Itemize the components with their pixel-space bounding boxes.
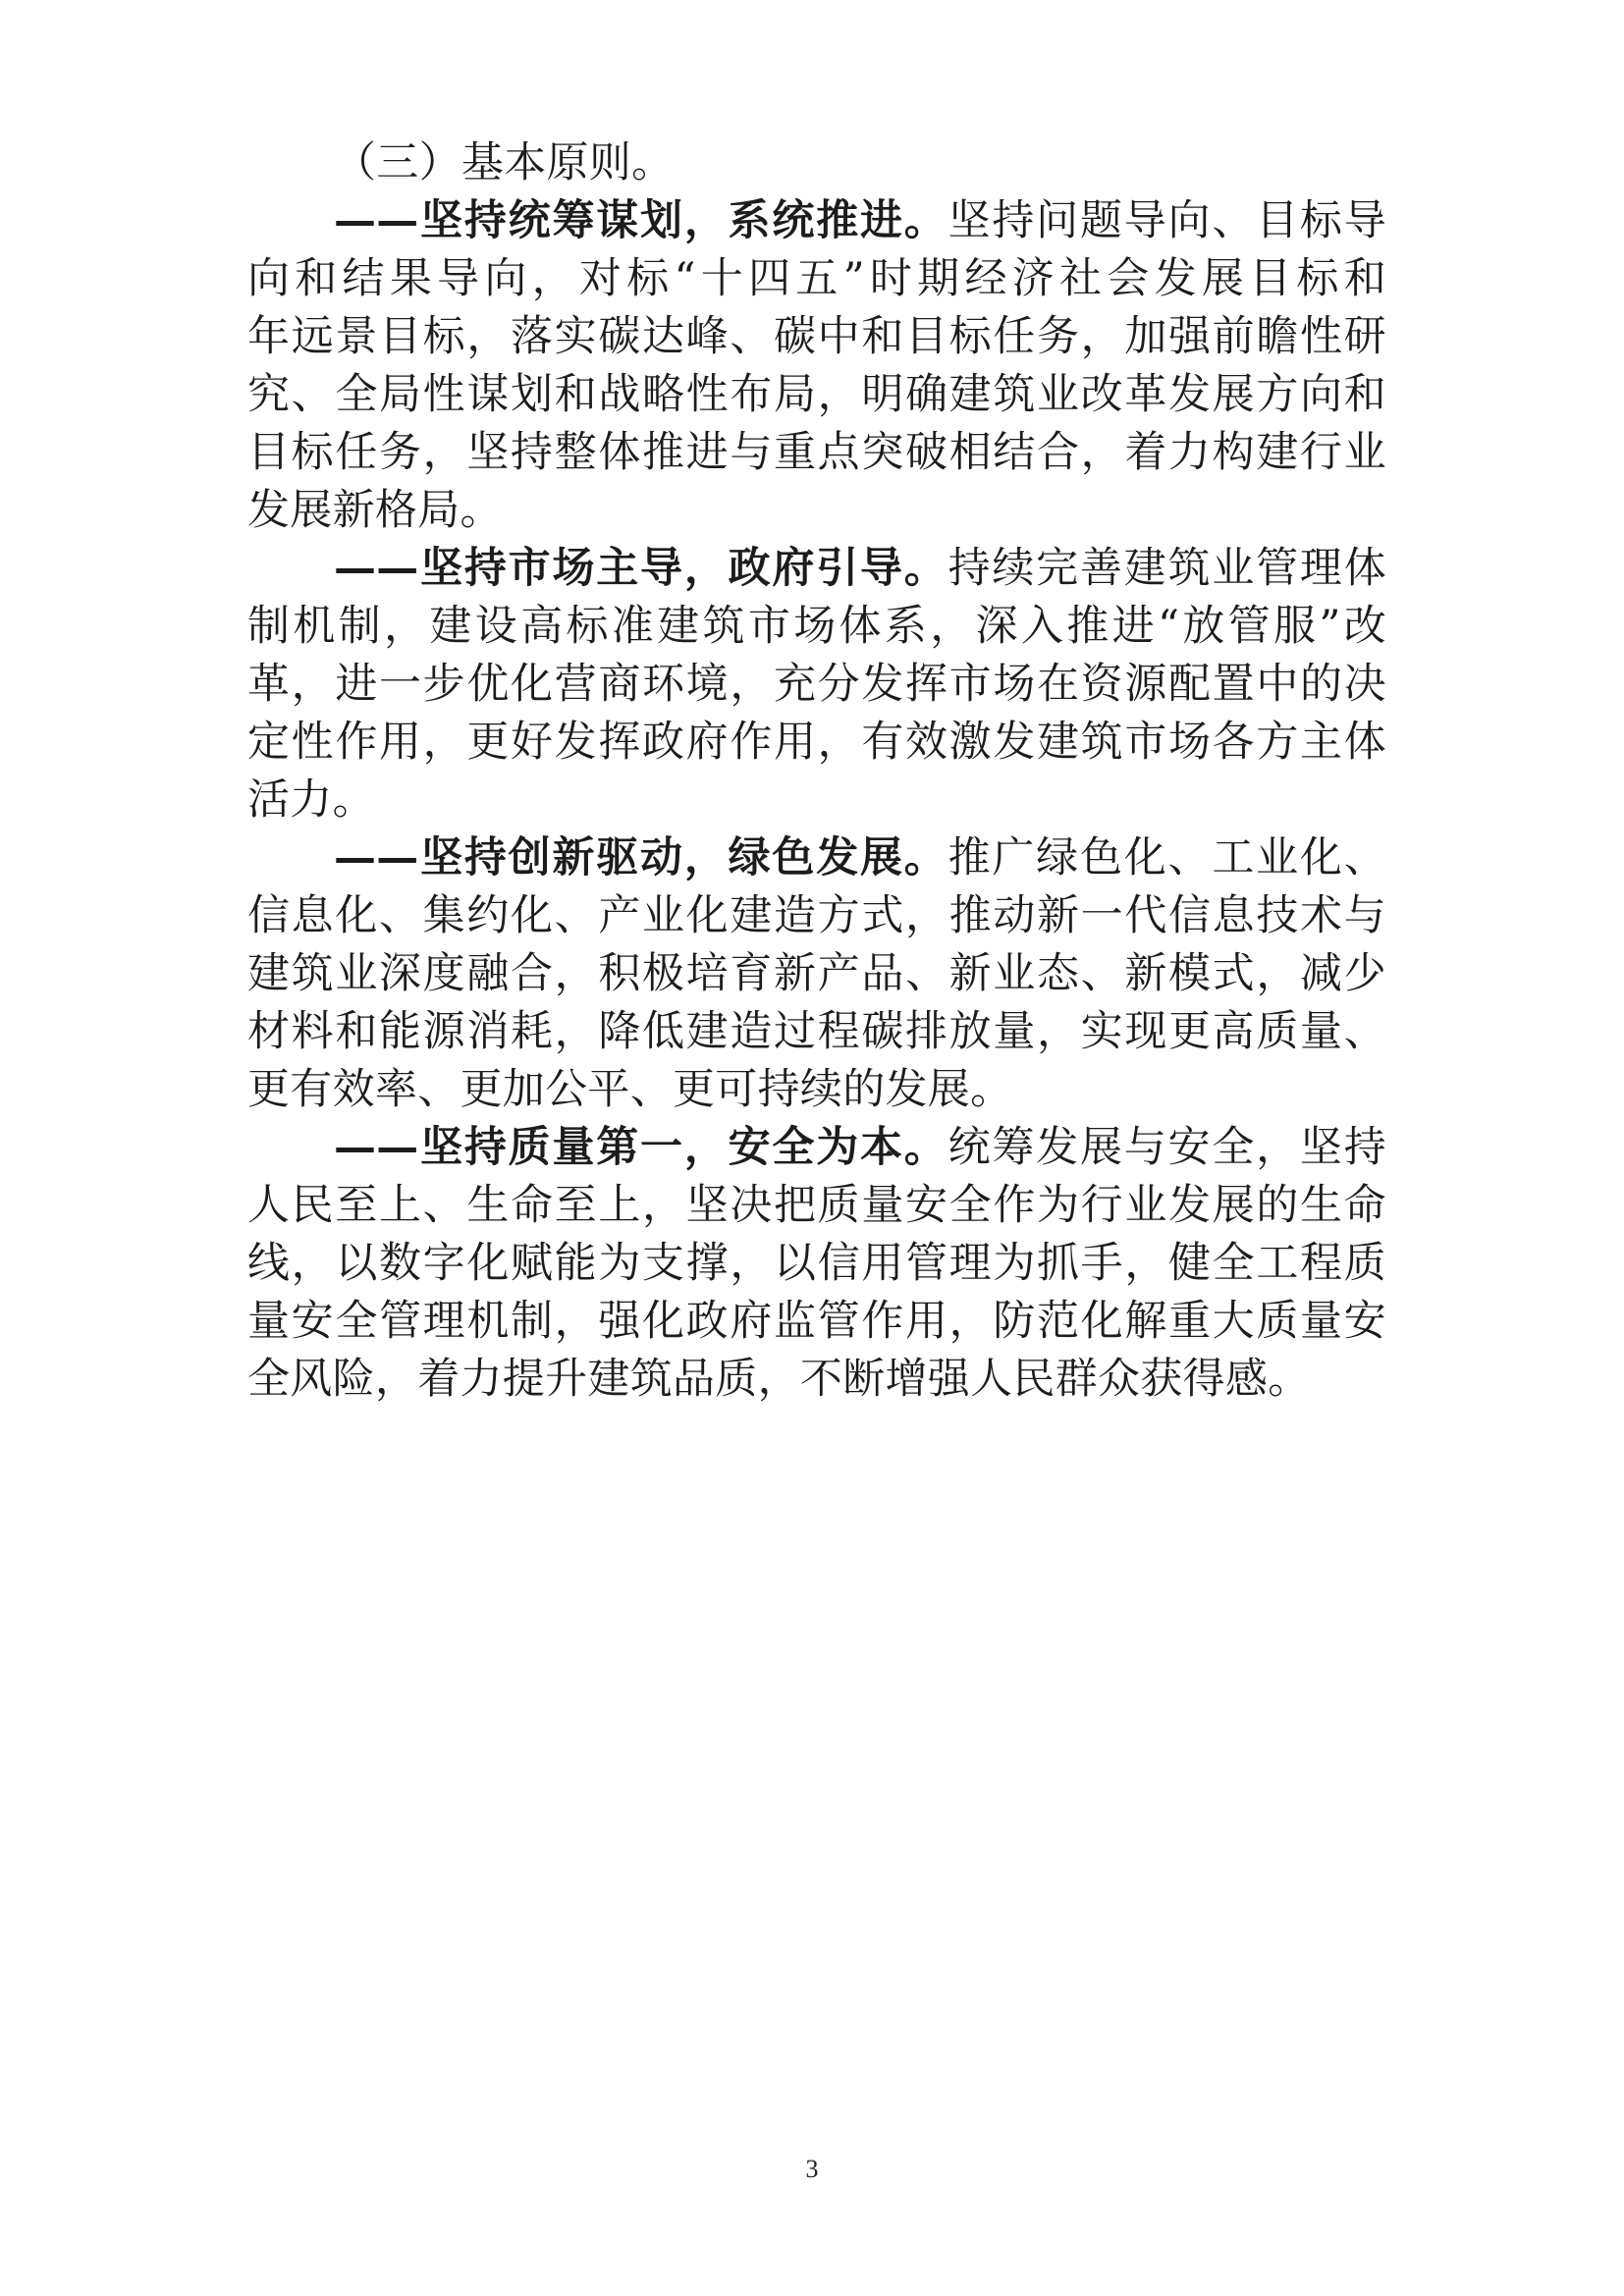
paragraph-1-lead-rest: 坚持问题导向、目标导 bbox=[947, 196, 1386, 245]
paragraph-4-line: 线，以数字化赋能为支撑，以信用管理为抓手，健全工程质 bbox=[247, 1239, 1386, 1288]
paragraph-1-line: 究、全局性谋划和战略性布局，明确建筑业改革发展方向和 bbox=[247, 370, 1386, 419]
paragraph-1-last-line: 发展新格局。 bbox=[247, 486, 503, 535]
paragraph-1-line: 向和结果导向，对标“十四五”时期经济社会发展目标和 bbox=[247, 254, 1386, 303]
paragraph-1-first-line bbox=[334, 189, 1386, 252]
paragraph-4-lead-rest: 统筹发展与安全，坚持 bbox=[947, 1123, 1386, 1172]
paragraph-2-last-line: 活力。 bbox=[247, 775, 375, 825]
paragraph-3-lead: ——坚持创新驱动，绿色发展。 bbox=[334, 833, 948, 882]
paragraph-3-line: 材料和能源消耗，降低建造过程碳排放量，实现更高质量、 bbox=[247, 1007, 1386, 1056]
paragraph-2-first-line bbox=[334, 537, 1386, 600]
page-number: 3 bbox=[805, 2155, 819, 2183]
paragraph-2-line: 革，进一步优化营商环境，充分发挥市场在资源配置中的决 bbox=[247, 660, 1386, 709]
paragraph-4-first-line bbox=[334, 1116, 1386, 1179]
paragraph-1-lead: ——坚持统筹谋划，系统推进。 bbox=[334, 196, 948, 245]
paragraph-2-line: 制机制，建设高标准建筑市场体系，深入推进“放管服”改 bbox=[247, 602, 1386, 651]
paragraph-3-lead-rest: 推广绿色化、工业化、 bbox=[947, 833, 1386, 882]
paragraph-2-lead-rest: 持续完善建筑业管理体 bbox=[947, 544, 1386, 593]
paragraph-3-line: 建筑业深度融合，积极培育新产品、新业态、新模式，减少 bbox=[247, 949, 1386, 998]
paragraph-1-line: 年远景目标，落实碳达峰、碳中和目标任务，加强前瞻性研 bbox=[247, 312, 1386, 361]
paragraph-3-last-line: 更有效率、更加公平、更可持续的发展。 bbox=[247, 1065, 1013, 1114]
paragraph-1-line: 目标任务，坚持整体推进与重点突破相结合，着力构建行业 bbox=[247, 428, 1386, 477]
paragraph-4-line: 人民至上、生命至上，坚决把质量安全作为行业发展的生命 bbox=[247, 1181, 1386, 1230]
paragraph-3-first-line bbox=[334, 827, 1386, 889]
paragraph-2-lead: ——坚持市场主导，政府引导。 bbox=[334, 544, 948, 593]
paragraph-4-lead: ——坚持质量第一，安全为本。 bbox=[334, 1123, 948, 1172]
paragraph-4-line: 量安全管理机制，强化政府监管作用，防范化解重大质量安 bbox=[247, 1297, 1386, 1346]
section-heading: （三）基本原则。 bbox=[334, 138, 675, 187]
paragraph-2-line: 定性作用，更好发挥政府作用，有效激发建筑市场各方主体 bbox=[247, 718, 1386, 767]
paragraph-3-line: 信息化、集约化、产业化建造方式，推动新一代信息技术与 bbox=[247, 891, 1386, 940]
paragraph-4-last-line: 全风险，着力提升建筑品质，不断增强人民群众获得感。 bbox=[247, 1355, 1311, 1404]
